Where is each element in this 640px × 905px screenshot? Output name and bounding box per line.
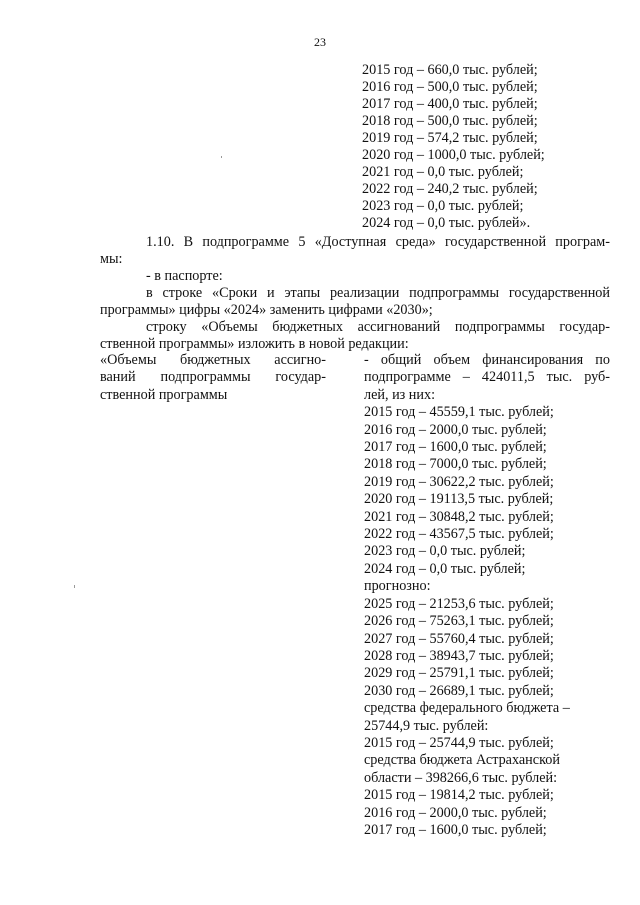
paragraph-line: - в паспорте: — [146, 268, 223, 284]
cell-line: 2015 год – 45559,1 тыс. рублей; — [364, 404, 554, 421]
list-item: 2021 год – 0,0 тыс. рублей; — [362, 164, 524, 180]
cell-line: «Объемы бюджетных ассигно- — [100, 352, 326, 368]
cell-line: ственной программы — [100, 386, 228, 403]
list-item: 2015 год – 660,0 тыс. рублей; — [362, 62, 538, 78]
list-item: 2022 год – 240,2 тыс. рублей; — [362, 181, 538, 197]
paragraph-line: мы: — [100, 251, 123, 267]
scan-mark — [74, 585, 75, 588]
cell-line: 2015 год – 25744,9 тыс. рублей; — [364, 734, 554, 751]
cell-line: - общий объем финансирования по — [364, 352, 610, 368]
list-item: 2020 год – 1000,0 тыс. рублей; — [362, 147, 545, 163]
paragraph-line: 1.10. В подпрограмме 5 «Доступная среда» государственной програм- — [146, 234, 610, 250]
cell-line: 2015 год – 19814,2 тыс. рублей; — [364, 787, 554, 804]
scan-mark — [221, 156, 222, 158]
paragraph-line: строку «Объемы бюджетных ассигнований подпрограммы государ- — [146, 319, 610, 335]
cell-line: ваний подпрограммы государ- — [100, 369, 326, 386]
cell-line: 2016 год – 2000,0 тыс. рублей; — [364, 421, 547, 438]
cell-line: 2028 год – 38943,7 тыс. рублей; — [364, 647, 554, 664]
cell-line: 2024 год – 0,0 тыс. рублей; — [364, 560, 526, 577]
cell-line: средства бюджета Астраханской — [364, 752, 560, 769]
cell-line: 2017 год – 1600,0 тыс. рублей; — [364, 821, 547, 838]
cell-line: подпрограмме – 424011,5 тыс. руб- — [364, 369, 610, 386]
cell-line: прогнозно: — [364, 578, 431, 595]
list-item: 2019 год – 574,2 тыс. рублей; — [362, 130, 538, 146]
cell-line: 2029 год – 25791,1 тыс. рублей; — [364, 665, 554, 682]
cell-line: 2021 год – 30848,2 тыс. рублей; — [364, 508, 554, 525]
paragraph-line: ственной программы» изложить в новой редакции: — [100, 336, 409, 352]
paragraph-line: программы» цифры «2024» заменить цифрами «2030»; — [100, 302, 433, 318]
cell-line: 2018 год – 7000,0 тыс. рублей; — [364, 456, 547, 473]
page-number: 23 — [314, 35, 326, 49]
cell-line: лей, из них: — [364, 386, 436, 403]
cell-line: 2026 год – 75263,1 тыс. рублей; — [364, 613, 554, 630]
list-item: 2023 год – 0,0 тыс. рублей; — [362, 198, 524, 214]
cell-line: 2027 год – 55760,4 тыс. рублей; — [364, 630, 554, 647]
cell-line: 2025 год – 21253,6 тыс. рублей; — [364, 595, 554, 612]
paragraph-line: в строке «Сроки и этапы реализации подпрограммы государственной — [146, 285, 610, 301]
cell-line: 2016 год – 2000,0 тыс. рублей; — [364, 804, 547, 821]
list-item: 2024 год – 0,0 тыс. рублей». — [362, 215, 531, 231]
list-item: 2017 год – 400,0 тыс. рублей; — [362, 96, 538, 112]
list-item: 2018 год – 500,0 тыс. рублей; — [362, 113, 538, 129]
table-left-cell — [100, 352, 348, 404]
table-right-cell — [364, 352, 610, 839]
cell-line: 25744,9 тыс. рублей: — [364, 717, 489, 734]
cell-line: средства федерального бюджета – — [364, 700, 570, 717]
cell-line: 2020 год – 19113,5 тыс. рублей; — [364, 491, 554, 508]
cell-line: 2017 год – 1600,0 тыс. рублей; — [364, 439, 547, 456]
cell-line: 2030 год – 26689,1 тыс. рублей; — [364, 682, 554, 699]
cell-line: области – 398266,6 тыс. рублей: — [364, 769, 558, 786]
cell-line: 2019 год – 30622,2 тыс. рублей; — [364, 473, 554, 490]
list-item: 2016 год – 500,0 тыс. рублей; — [362, 79, 538, 95]
cell-line: 2022 год – 43567,5 тыс. рублей; — [364, 526, 554, 543]
cell-line: 2023 год – 0,0 тыс. рублей; — [364, 543, 526, 560]
